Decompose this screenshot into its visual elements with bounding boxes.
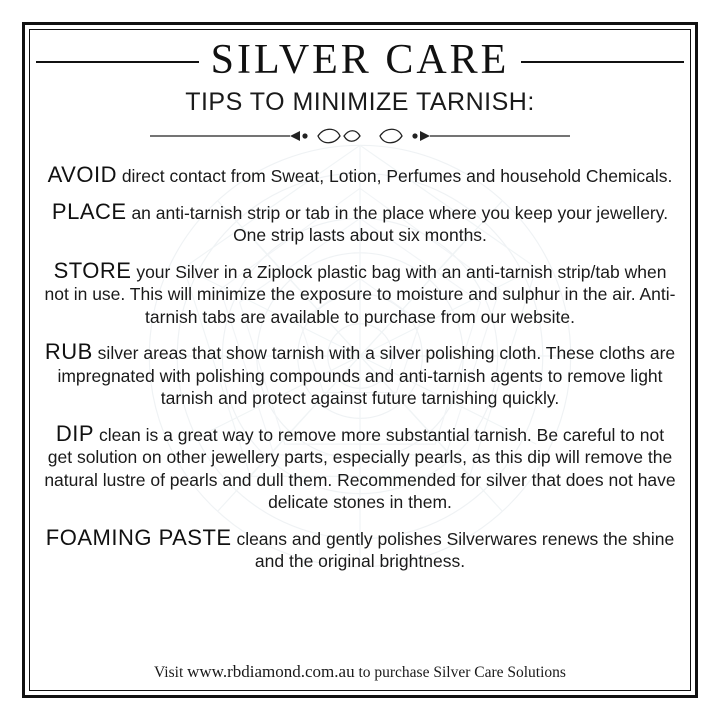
title-rule-right <box>521 61 684 63</box>
tip-text-store: your Silver in a Ziplock plastic bag with an anti-tarnish strip/tab when not in use. This will minimize the exposure to moisture and sulphur in the air. Anti-tarnish tabs are available to purchase from our website. <box>44 261 676 327</box>
ornamental-divider-icon <box>140 123 580 149</box>
tip-dip <box>42 420 678 514</box>
footer-suffix: to purchase Silver Care Solutions <box>354 664 566 681</box>
page-subtitle: TIPS TO MINIMIZE TARNISH: <box>185 88 535 116</box>
tip-keyword-store: STORE <box>53 257 132 283</box>
tip-keyword-dip: DIP <box>55 420 95 446</box>
tip-place <box>42 198 678 247</box>
website-link[interactable]: www.rbdiamond.com.au <box>187 662 355 681</box>
footer-prefix: Visit <box>154 664 188 681</box>
title-rule-left <box>36 61 199 63</box>
tip-keyword-place: PLACE <box>51 198 127 224</box>
poster-content <box>36 30 684 686</box>
tip-text-foaming-paste: cleans and gently polishes Silverwares renews the shine and the original brightness. <box>231 528 675 571</box>
footer <box>36 662 684 682</box>
tips-list <box>36 164 684 573</box>
tip-foaming-paste <box>42 524 678 573</box>
tip-rub <box>42 341 678 410</box>
tip-text-place: an anti-tarnish strip or tab in the place where you keep your jewellery. One strip lasts about six months. <box>126 202 669 245</box>
tip-avoid <box>42 164 678 188</box>
title-row <box>36 34 684 86</box>
tip-keyword-foaming-paste: FOAMING PASTE <box>45 524 232 550</box>
tip-store <box>42 257 678 329</box>
tip-text-avoid: direct contact from Sweat, Lotion, Perfumes and household Chemicals. <box>116 166 673 186</box>
tip-text-rub: silver areas that show tarnish with a silver polishing cloth. These cloths are impregnated with polishing compounds and anti-tarnish agents to remove light tarnish and protect against future tarnishing quickly. <box>57 343 676 408</box>
page-title: SILVER CARE <box>210 37 510 83</box>
tip-keyword-rub: RUB <box>44 339 93 364</box>
tip-text-dip: clean is a great way to remove more substantial tarnish. Be careful to not get solution on other jewellery parts, especially pearls, as this dip will remove the natural lustre of pearls and dull them. Recommended for silver that does not have delicate stones in them. <box>44 424 676 512</box>
tip-keyword-avoid: AVOID <box>47 162 117 187</box>
